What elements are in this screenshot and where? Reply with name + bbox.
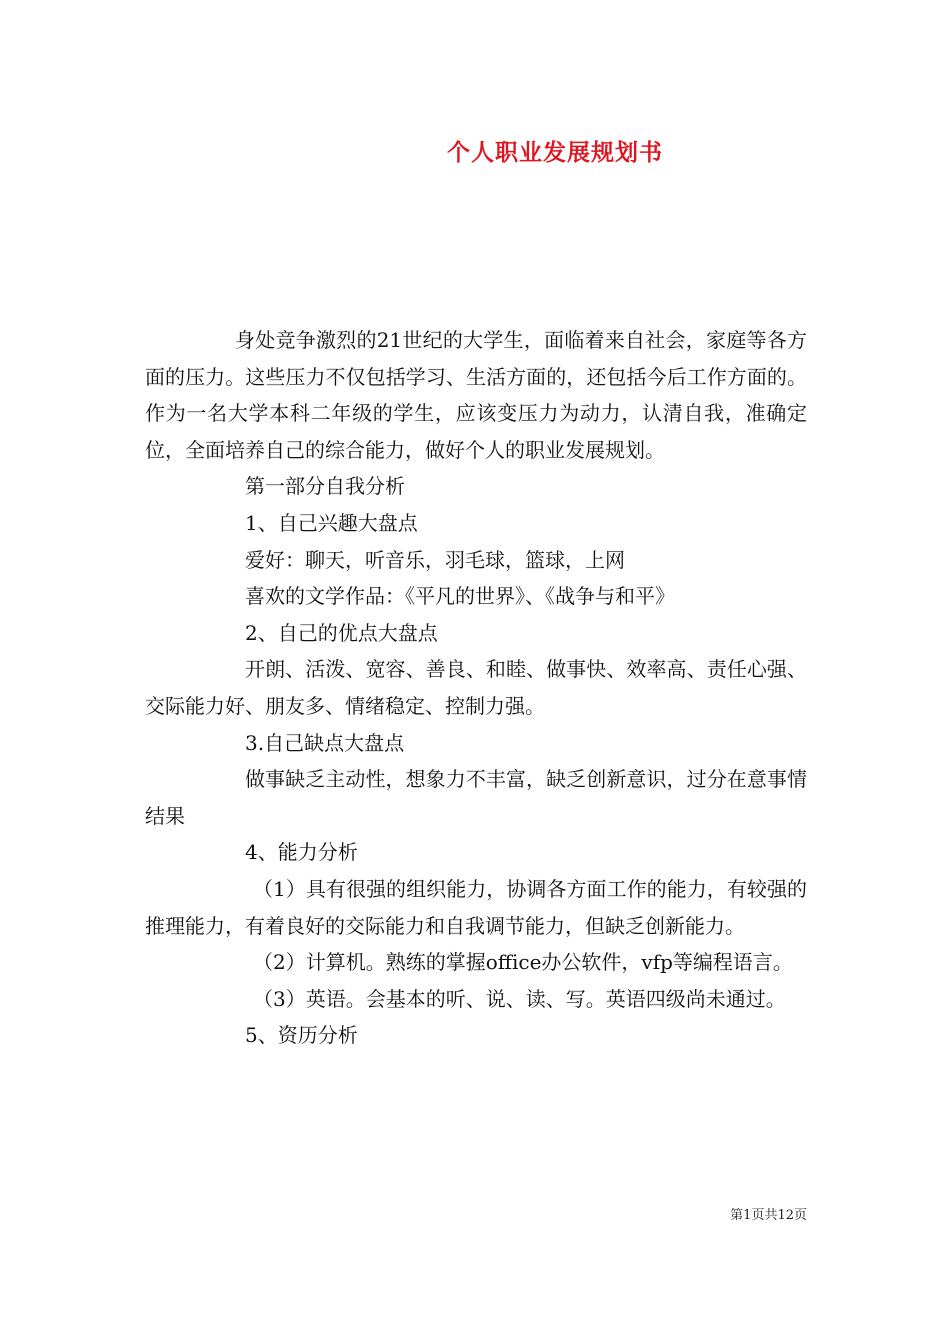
- hobbies-line: 爱好：聊天，听音乐，羽毛球，篮球，上网: [245, 547, 625, 572]
- document-title: 个人职业发展规划书: [447, 139, 663, 166]
- subheading-experience: 5、资历分析: [245, 1023, 358, 1048]
- weaknesses-paragraph: 做事缺乏主动性，想象力不丰富，缺乏创新意识，过分在意事情结果: [145, 767, 807, 828]
- subheading-weaknesses: 3.自己缺点大盘点: [245, 730, 405, 755]
- page-number: 第1页共12页: [730, 1208, 807, 1223]
- document-body: [145, 322, 807, 1054]
- favorite-books-line: 喜欢的文学作品：《平凡的世界》、《战争与和平》: [245, 584, 675, 609]
- strengths-paragraph: 开朗、活泼、宽容、善良、和睦、做事快、效率高、责任心强、交际能力好、朋友多、情绪稳定、控制力强。: [145, 657, 807, 718]
- ability-item-3: （3）英语。会基本的听、说、读、写。英语四级尚未通过。: [253, 986, 786, 1011]
- subheading-abilities: 4、能力分析: [245, 840, 358, 865]
- ability-item-2: （2）计算机。熟练的掌握office办公软件，vfp等编程语言。: [253, 950, 793, 975]
- intro-paragraph: 身处竞争激烈的21世纪的大学生，面临着来自社会，家庭等各方面的压力。这些压力不仅包括学习、生活方面的，还包括今后工作方面的。作为一名大学本科二年级的学生，应该变压力为动力，认清自我，准确定位，全面培养自己的综合能力，做好个人的职业发展规划。: [145, 328, 807, 462]
- ability-item-1: （1）具有很强的组织能力，协调各方面工作的能力，有较强的推理能力，有着良好的交际能力和自我调节能力，但缺乏创新能力。: [145, 876, 807, 938]
- subheading-strengths: 2、自己的优点大盘点: [245, 620, 438, 645]
- section-heading-self-analysis: 第一部分自我分析: [245, 474, 405, 499]
- subheading-interests: 1、自己兴趣大盘点: [245, 510, 418, 535]
